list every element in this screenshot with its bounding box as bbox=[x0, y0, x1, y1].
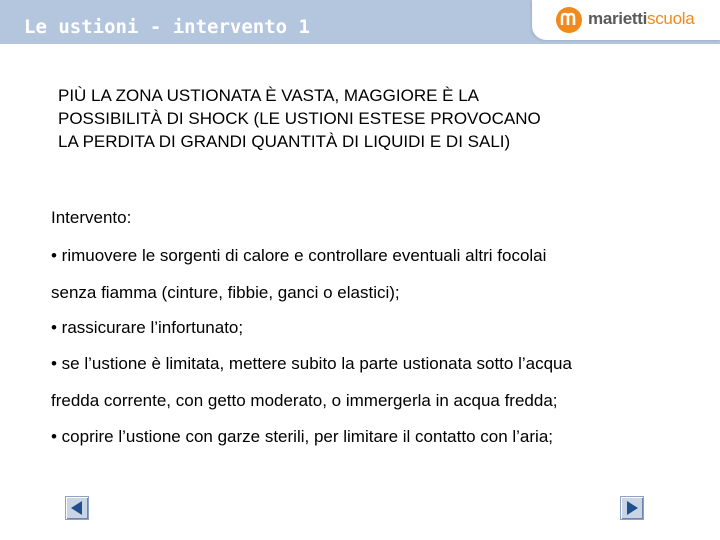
brand-sub: scuola bbox=[647, 9, 695, 28]
heading-line: LA PERDITA DI GRANDI QUANTITÀ DI LIQUIDI E DI SALI) bbox=[58, 132, 511, 151]
brand-logo bbox=[532, 0, 720, 40]
previous-slide-button[interactable] bbox=[65, 496, 89, 520]
heading-line: PIÙ LA ZONA USTIONATA È VASTA, MAGGIORE È LA bbox=[58, 86, 480, 105]
brand-name bbox=[588, 9, 694, 29]
body-line: • coprire l’ustione con garze sterili, per limitare il contatto con l’aria; bbox=[51, 427, 553, 446]
marietti-logo-icon bbox=[556, 7, 582, 33]
body-line: • rimuovere le sorgenti di calore e controllare eventuali altri focolai bbox=[51, 246, 547, 265]
brand-main: marietti bbox=[588, 9, 648, 28]
intervention-label: Intervento: bbox=[51, 208, 132, 227]
body-line: • se l’ustione è limitata, mettere subito la parte ustionata sotto l’acqua bbox=[51, 354, 572, 373]
heading-block bbox=[58, 84, 688, 153]
next-slide-button[interactable] bbox=[620, 496, 644, 520]
triangle-right-icon bbox=[621, 497, 643, 519]
heading-line: POSSIBILITÀ DI SHOCK (LE USTIONI ESTESE PROVOCANO bbox=[58, 109, 541, 128]
body-line: senza fiamma (cinture, fibbie, ganci o elastici); bbox=[51, 283, 400, 302]
body-line: fredda corrente, con getto moderato, o immergerla in acqua fredda; bbox=[51, 391, 558, 410]
body-line: • rassicurare l’infortunato; bbox=[51, 318, 244, 337]
slide-title: Le ustioni - intervento 1 bbox=[24, 16, 310, 38]
triangle-left-icon bbox=[66, 497, 88, 519]
